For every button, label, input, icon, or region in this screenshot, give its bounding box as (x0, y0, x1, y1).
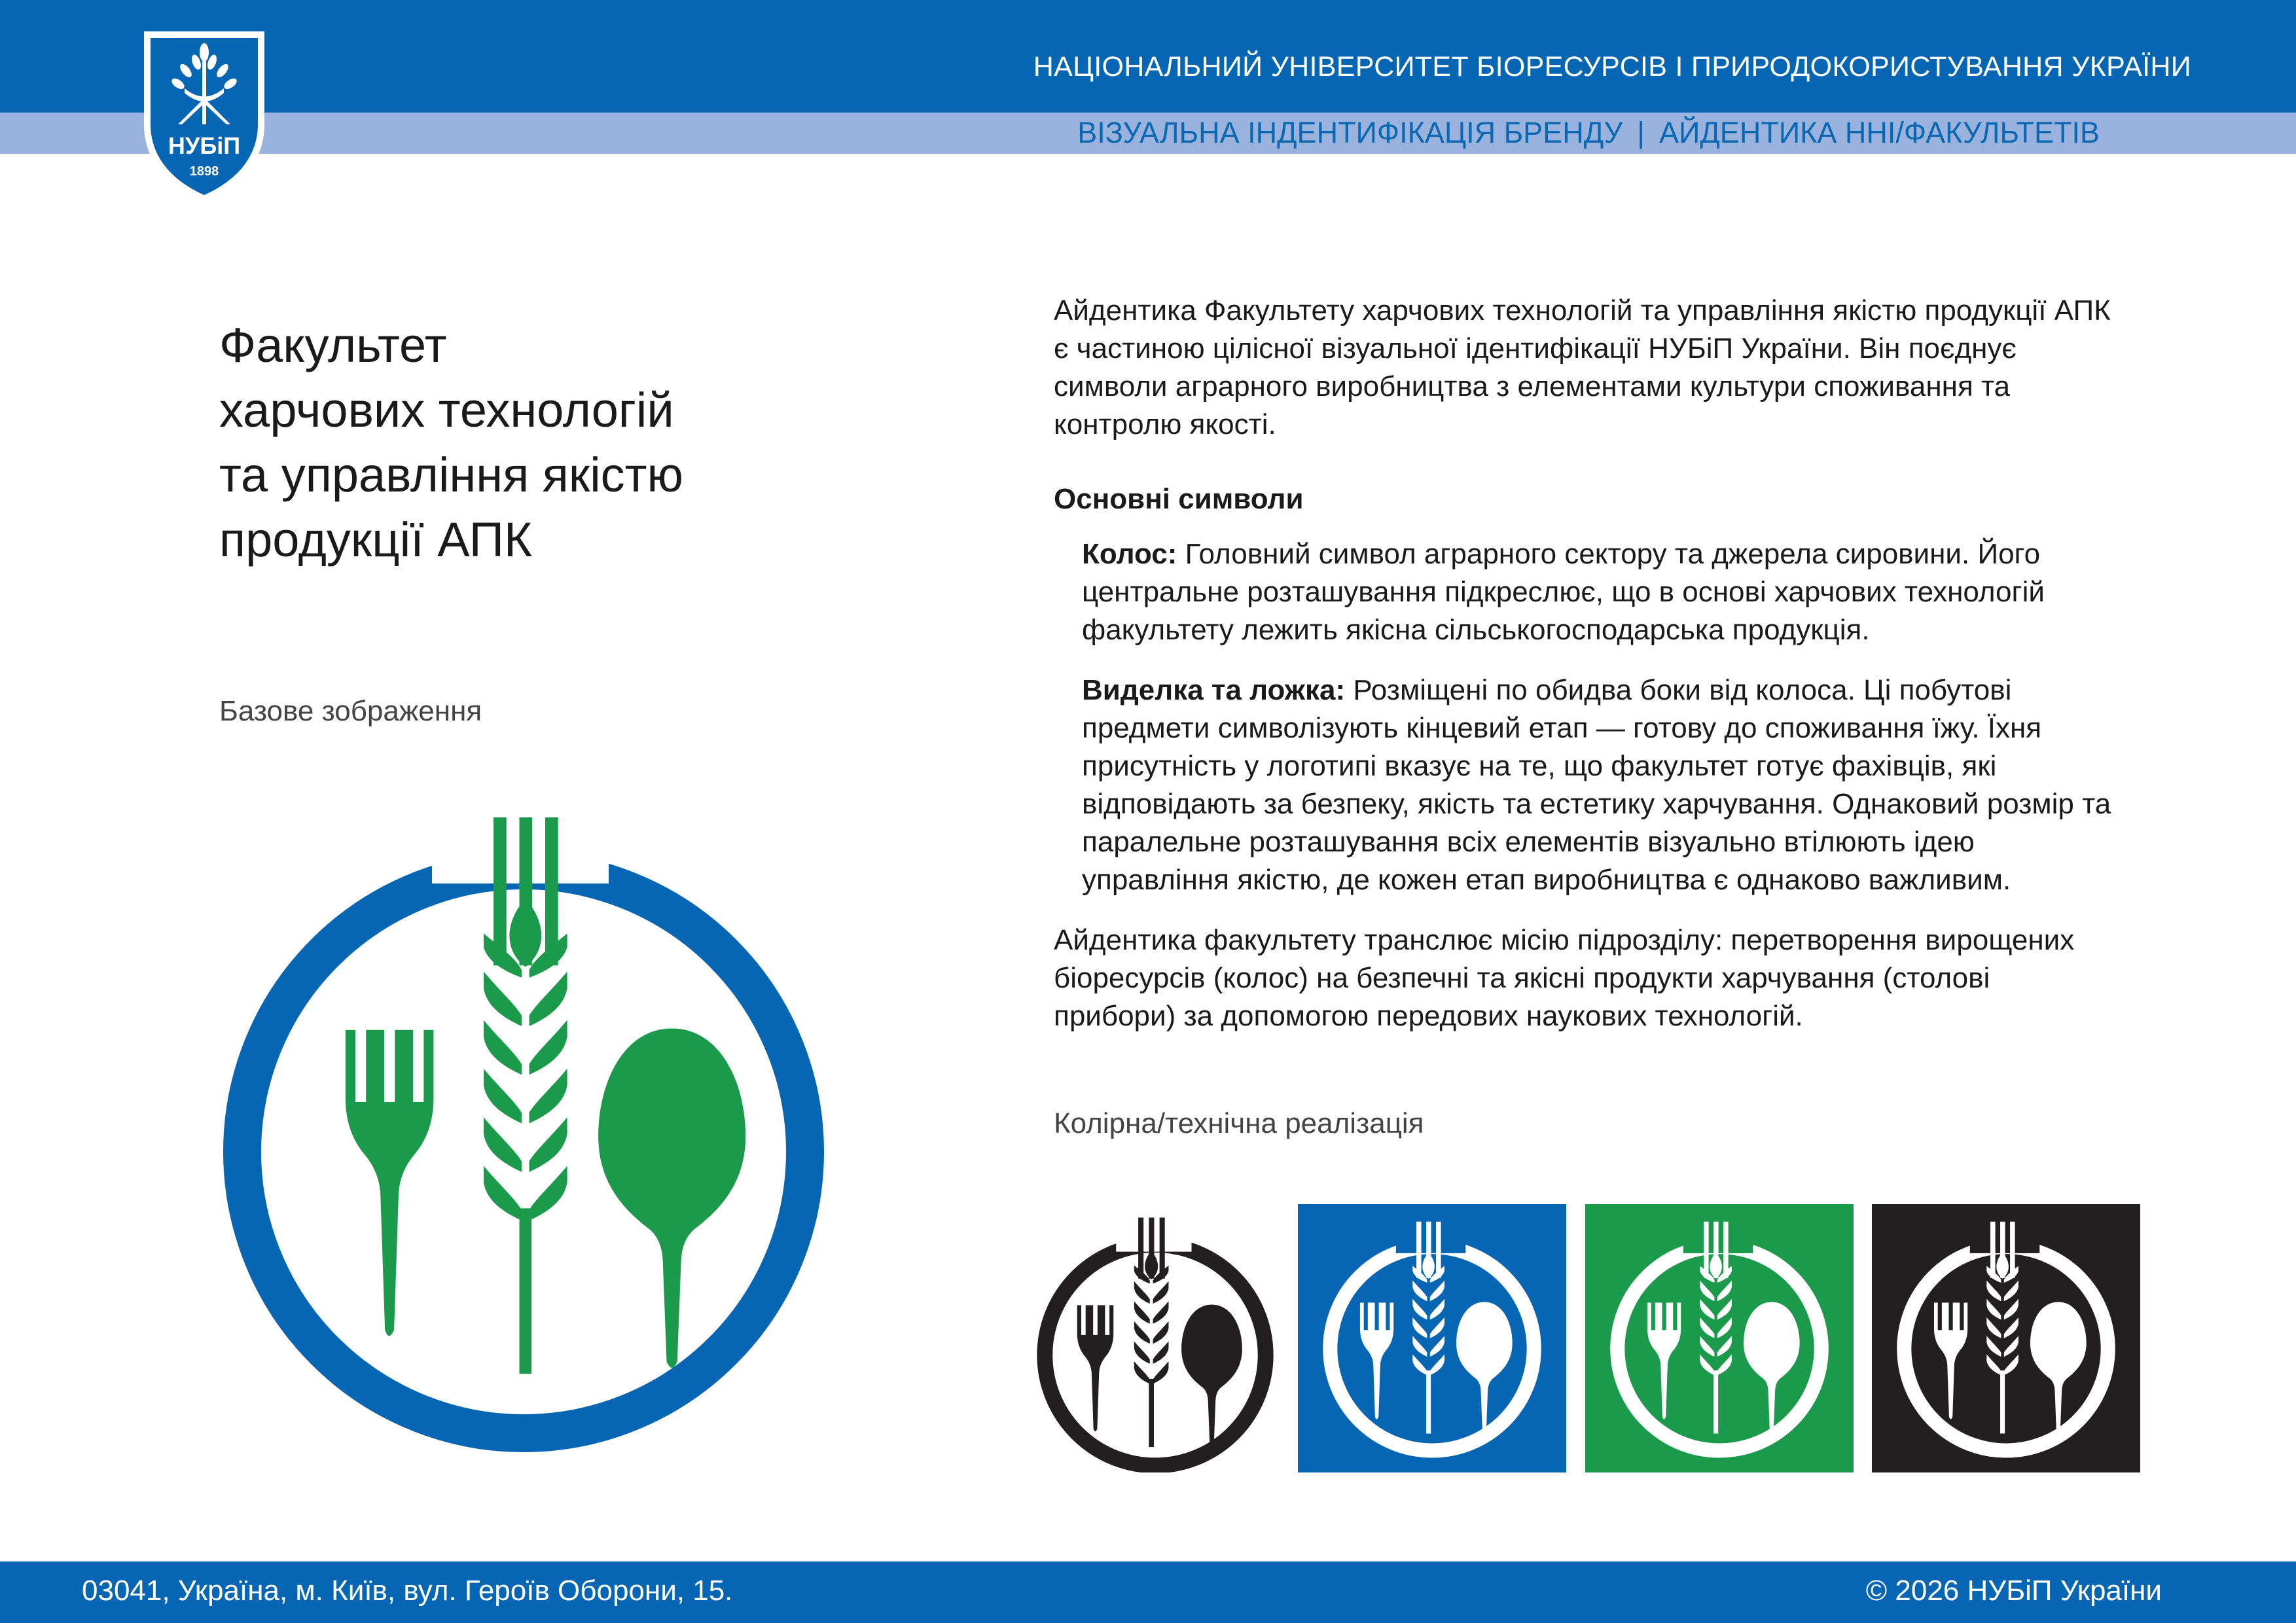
faculty-logo-icon (1585, 1204, 1854, 1472)
description-column (1054, 292, 2114, 1035)
symbol-text: Розміщені по обидва боки від колоса. Ці побутові предмети символізують кінцевий етап — готову до споживання їжу. Їхня присутність у логотипі вказує на те, що факультет готує фахівців, які відповідають за безпеку, якість та естетику харчування. Однаковий розмір та паралельне розташування всіх елементів візуально втілюють ідею управління якістю, де кожен етап виробництва є однаково важливим. (1082, 674, 2111, 896)
faculty-logo-icon (223, 785, 825, 1466)
crest-year: 1898 (189, 164, 219, 179)
wheat-crest-icon (139, 26, 270, 209)
symbol-text: Головний символ аграрного сектору та джерела сировини. Його центральне розташування підкреслює, що в основі харчових технологій факультету лежить якісна сільськогосподарська продукція. (1082, 538, 2045, 646)
faculty-title (219, 313, 808, 572)
breadcrumb-separator: | (1637, 116, 1645, 149)
faculty-title-line: та управління якістю (219, 448, 684, 502)
faculty-title-line: харчових технологій (219, 383, 674, 437)
mission-paragraph: Айдентика факультету транслює місію підрозділу: перетворення вирощених біоресурсів (колос) на безпечні та якісні продукти харчування (столові прибори) за допомогою передових наукових технологій. (1054, 924, 2075, 1032)
intro-paragraph: Айдентика Факультету харчових технологій та управління якістю продукції АПК є частиною цілісної візуальної ідентифікації НУБіП України. Він поєднує символи аграрного виробництва з елементами культури споживання та контролю якості. (1054, 294, 2111, 440)
university-name: НАЦІОНАЛЬНИЙ УНІВЕРСИТЕТ БІОРЕСУРСІВ І ПРИРОДОКОРИСТУВАННЯ УКРАЇНИ (1033, 51, 2191, 82)
section-heading: Основні символи (1054, 483, 1304, 515)
symbol-item-wheat (1054, 535, 2114, 649)
logo-variant-black-on-white (1021, 1204, 1289, 1472)
logo-variant-white-on-green (1585, 1204, 1854, 1472)
color-implementation-caption: Колірна/технічна реалізація (1054, 1107, 1424, 1139)
breadcrumb-faculty-identity[interactable]: АЙДЕНТИКА ННІ/ФАКУЛЬТЕТІВ (1659, 116, 2100, 149)
faculty-title-line: Факультет (219, 318, 447, 372)
symbol-item-cutlery (1054, 671, 2114, 899)
breadcrumb (1077, 116, 2100, 150)
footer-copyright: © 2026 НУБіП України (1865, 1575, 2162, 1607)
footer-address: 03041, Україна, м. Київ, вул. Героїв Оборони, 15. (82, 1575, 733, 1607)
faculty-logo-icon (1021, 1204, 1289, 1472)
logo-variant-white-on-blue (1298, 1204, 1566, 1472)
logo-variant-white-on-black (1872, 1204, 2140, 1472)
symbol-term: Виделка та ложка: (1082, 674, 1346, 706)
base-image-caption: Базове зображення (219, 695, 482, 727)
breadcrumb-brand-identification[interactable]: ВІЗУАЛЬНА ІНДЕНТИФІКАЦІЯ БРЕНДУ (1077, 116, 1623, 149)
crest-name: НУБіП (168, 132, 241, 159)
faculty-logo-icon (1298, 1204, 1566, 1472)
faculty-logo-icon (1872, 1204, 2140, 1472)
symbol-term: Колос: (1082, 538, 1177, 570)
faculty-title-line: продукції АПК (219, 512, 533, 567)
